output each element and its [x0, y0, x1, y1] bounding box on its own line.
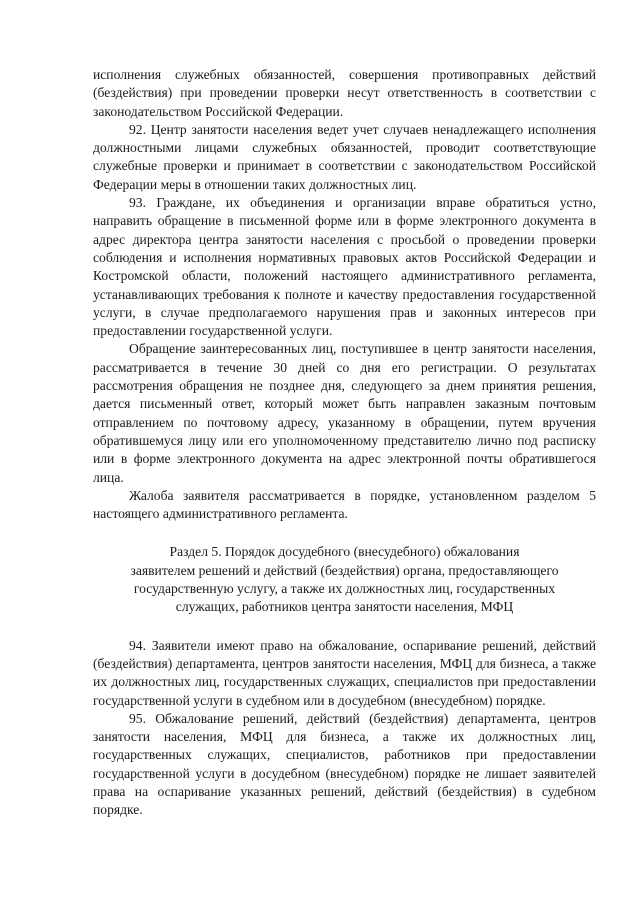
section-heading-line-1: Раздел 5. Порядок досудебного (внесудебного) обжалования: [169, 544, 520, 560]
document-page: [93, 66, 596, 820]
paragraph-95: 95. Обжалование решений, действий (бездействия) департамента, центров занятости населения, МФЦ для бизнеса, а также их должностных лиц, государственных служащих, специалистов, работников при предоставлении государственной услуги в досудебном (внесудебном) порядке не лишает заявителей права на оспаривание указанных решений, действий (бездействия) в судебном порядке.: [93, 710, 596, 818]
paragraph-93-appeal: Обращение заинтересованных лиц, поступившее в центр занятости населения, рассматривается в течение 30 дней со дня его регистрации. О результатах рассмотрения обращения не позднее дня, следующего за днем принятия решения, дается письменный ответ, который может быть направлен заказным почтовым отправлением по почтовому адресу, указанному в обращении, путем вручения обратившемуся лицу или его уполномоченному представителю лично под расписку или в форме электронного документа на адрес электронной почты обратившегося лица.: [93, 341, 596, 485]
section-heading-line-4: служащих, работников центра занятости населения, МФЦ: [175, 599, 514, 615]
paragraph-93-complaint: Жалоба заявителя рассматривается в порядке, установленном разделом 5 настоящего административного регламента.: [93, 487, 596, 522]
paragraph-93: 93. Граждане, их объединения и организации вправе обратиться устно, направить обращение в письменной форме или в форме электронного документа в адрес директора центра занятости населения с просьбой о проведении проверки соблюдения и исполнения нормативных правовых актов Российской Федерации и Костромской области, положений настоящего административного регламента, устанавливающих требования к полноте и качеству предоставления государственной услуги, в случае предполагаемого нарушения прав и законных интересов при предоставлении государственной услуги.: [93, 195, 596, 339]
paragraph-92: 92. Центр занятости населения ведет учет случаев ненадлежащего исполнения должностными лицами служебных обязанностей, проводит соответствующие служебные проверки и принимает в соответствии с законодательством Российской Федерации меры в отношении таких должностных лиц.: [93, 121, 596, 192]
paragraph-94: 94. Заявители имеют право на обжалование, оспаривание решений, действий (бездействия) департамента, центров занятости населения, МФЦ для бизнеса, а также их должностных лиц, государственных служащих, специалистов при предоставлении государственной услуги в судебном или в досудебном (внесудебном) порядке.: [93, 637, 596, 708]
section-heading-line-2: заявителем решений и действий (бездействия) органа, предоставляющего: [130, 562, 559, 578]
paragraph-continuation: исполнения служебных обязанностей, совершения противоправных действий (бездействия) при проведении проверки несут ответственность в соответствии с законодательством Российской Федерации.: [93, 67, 596, 119]
section-5-heading: [93, 543, 596, 616]
section-heading-line-3: государственную услугу, а также их должностных лиц, государственных: [133, 581, 556, 597]
